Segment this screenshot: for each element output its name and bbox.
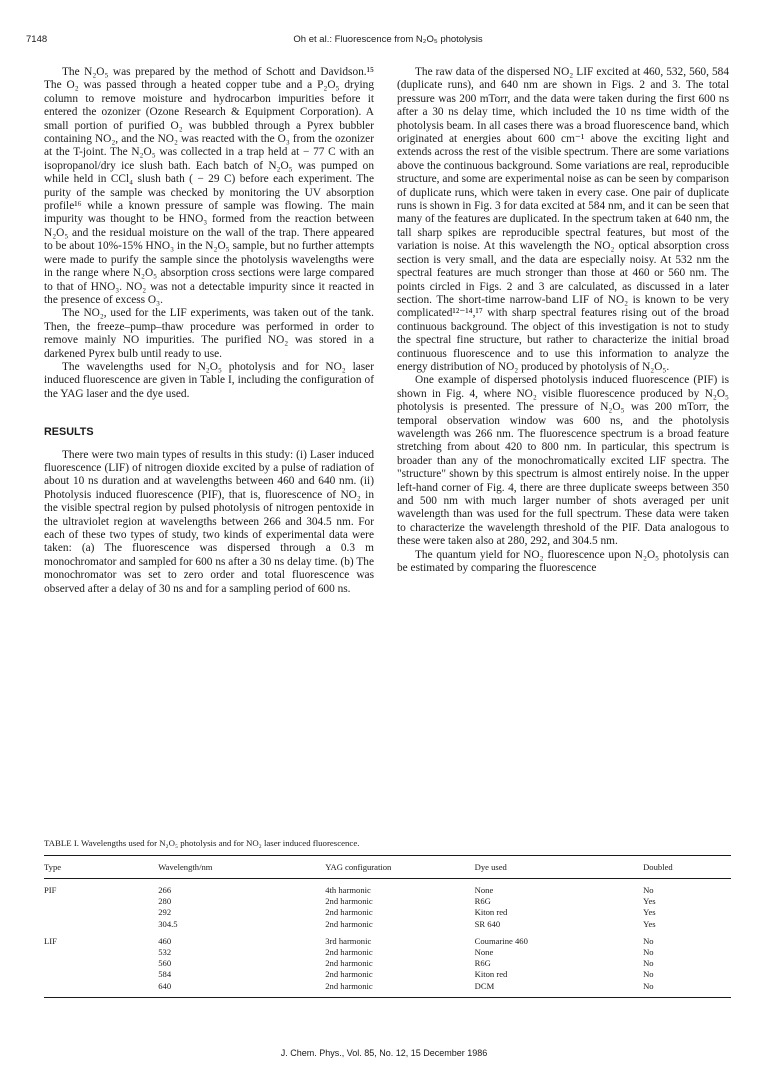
left-column (44, 66, 374, 596)
cell-wavelength: 292 (158, 907, 172, 918)
column-header-type: Type (44, 856, 158, 879)
cell-wavelength: 280 (158, 896, 172, 907)
cell-yag: 2nd harmonic (325, 918, 373, 929)
table-row (44, 947, 731, 958)
table-row (44, 896, 731, 907)
methods-paragraph-1: The N₂O₅ was prepared by the method of Schott and Davidson.¹⁵ The O₂ was passed through a heated copper tube and a P₂O₅ drying column to remove moisture and hydrocarbon impurities before it entered the ozonizer (Ozone Research & Equipment Corporation). A small portion of purified O₂ was bubbled through a Pyrex bubbler containing NO₂, and the NO₂ was reacted with the O₃ from the ozonizer at the T-joint. The N₂O₅ was collected in a trap held at − 77 C with an isopropanol/dry ice slush bath. Each batch of N₂O₅ was pumped on while held in CCl₄ slush bath ( − 29 C) before each experiment. The purity of the sample was checked by monitoring the UV absorption profile¹⁶ while a known pressure of sample was flowing. The main impurity was thought to be HNO₃ formed from the reaction between N₂O₅ and the residual moisture on the wall of the trap. There appeared to be about 10%-15% HNO₃ in the N₂O₅ sample, but no further attempts were made to purify the sample since the photolysis wavelengths were in the range where N₂O₅ absorption cross sections were large compared to that of HNO₃. NO₂ was not a detectable impurity since it reacted in the presence of excess O₃. (44, 66, 374, 306)
results-paragraph-1: There were two main types of results in this study: (i) Laser induced fluorescence (LIF) of nitrogen dioxide excited by a pulse of radiation of about 10 ns duration and at wavelengths between 460 and 640 nm. (ii) Photolysis induced fluorescence (PIF), that is, fluorescence of NO₂ in the visible spectral region by pulsed photolysis of nitrogen pentoxide in the ultraviolet region at wavelengths between 266 and 304.5 nm. For each of these two types of study, two kinds of experimental data were taken: (a) The fluorescence was dispersed through a 0.3 m monochromator and sampled for 600 ns after a 30 ns delay time. (b) The monochromator was set to zero order and total fluorescence was observed after a delay of 30 ns and for a sampling period of 600 ns. (44, 448, 374, 595)
cell-doubled: Yes (643, 896, 656, 907)
cell-yag: 2nd harmonic (325, 981, 474, 998)
cell-type (44, 907, 158, 918)
cell-yag: 2nd harmonic (325, 907, 373, 918)
cell-type (44, 958, 158, 969)
cell-dye: DCM (475, 981, 643, 998)
table-header-row (44, 856, 731, 879)
cell-doubled: No (643, 935, 654, 946)
cell-dye: Kiton red (474, 907, 508, 918)
cell-type (44, 919, 158, 930)
table-row (44, 969, 731, 980)
cell-wavelength: 460 (158, 935, 172, 946)
cell-wavelength: 304.5 (158, 918, 178, 929)
cell-doubled: No (643, 958, 654, 969)
table-row (44, 879, 731, 897)
table-row (44, 930, 731, 947)
table-caption: TABLE I. Wavelengths used for N₂O₅ photolysis and for NO₂ laser induced fluorescence. (44, 838, 360, 848)
column-header-yag-configuration: YAG configuration (325, 856, 474, 879)
right-column (397, 66, 729, 575)
column-header-dye: Dye used (475, 856, 643, 879)
cell-dye: SR 640 (474, 918, 501, 929)
cell-yag: 2nd harmonic (325, 896, 373, 907)
cell-type (44, 896, 158, 907)
cell-dye: None (474, 885, 494, 895)
table-1 (44, 838, 731, 998)
cell-yag: 2nd harmonic (325, 947, 373, 958)
cell-type: LIF (44, 935, 57, 946)
cell-dye: R6G (474, 958, 491, 969)
cell-dye: Kiton red (474, 969, 508, 980)
table-row (44, 958, 731, 969)
running-title: Oh et al.: Fluorescence from N₂O₅ photolysis (293, 34, 483, 45)
results-paragraph-2: The raw data of the dispersed NO₂ LIF excited at 460, 532, 560, 584 (duplicate runs), and 640 nm are shown in Figs. 2 and 3. The total pressure was 200 mTorr, and the data were taken during the first 600 ns after a 30 ns delay time, which included the 10 ns time width of the photolysis beam. In all cases there was a broad fluorescence band, which originated at energies about 600 cm⁻¹ above the exciting light and extends across the rest of the visible spectrum. There are some variations above the continuous background. Some variations are real, reproducible structure, and some are experimental noise as can be seen by comparison of duplicate runs, which were taken in every case. One pair of duplicate runs is shown in Fig. 3 for data excited at 584 nm, and it can be seen that many of the features are duplicated. In the spectrum taken at 640 nm, the tall sharp spikes are reproducible spectral features, but most of the variation is noise. At this wavelength the NO₂ optical absorption cross section is very small, and the data are especially noisy. At 532 nm the spectral features are much stronger than those at 460 or 560 nm. The points circled in Figs. 2 and 3 are calculated, as discussed in a later section. The short-time narrow-band LIF of NO₂ is known to be very complicated¹²⁻¹⁴,¹⁷ with sharp spectral features rising out of the broad continuous background. The object of this investigation is not to study the spectral fine structure, but rather to characterize the initial broad continuous fluorescence and to use this information to analyze the energy distribution of NO₂ produced by photolysis of N₂O₅. (397, 66, 729, 373)
methods-paragraph-2: The NO₂, used for the LIF experiments, was taken out of the tank. Then, the freeze–pump–thaw procedure was performed in order to remove mainly NO impurities. The purified NO₂ was stored in a darkened Pyrex bulb until ready to use. (44, 307, 374, 360)
cell-doubled: No (643, 947, 654, 958)
cell-wavelength: 532 (158, 947, 172, 958)
cell-yag: 2nd harmonic (325, 958, 373, 969)
cell-wavelength: 584 (158, 969, 172, 980)
page-number: 7148 (26, 34, 48, 45)
cell-doubled: Yes (643, 918, 656, 929)
results-heading: RESULTS (44, 426, 94, 439)
cell-dye: None (474, 947, 494, 958)
cell-type: PIF (44, 885, 57, 895)
methods-paragraph-3: The wavelengths used for N₂O₅ photolysis and for NO₂ laser induced fluorescence are given in Table I, including the configuration of the YAG laser and the dye used. (44, 360, 374, 400)
table-row (44, 981, 731, 998)
cell-wavelength: 266 (158, 885, 172, 895)
cell-yag: 3rd harmonic (325, 935, 372, 946)
table-row (44, 907, 731, 918)
cell-doubled: No (643, 885, 654, 895)
wavelength-table (44, 855, 731, 998)
column-header-doubled: Doubled (643, 856, 731, 879)
cell-doubled: Yes (643, 907, 656, 918)
cell-yag: 2nd harmonic (325, 969, 373, 980)
results-paragraph-3: One example of dispersed photolysis induced fluorescence (PIF) is shown in Fig. 4, where NO₂ visible fluorescence produced by N₂O₅ photolysis is presented. The pressure of N₂O₅ was 200 mTorr, the temporal observation window was 600 ns, and the photolysis wavelength was 266 nm. The fluorescence spectrum is a broad feature stretching from about 420 to 800 nm. In particular, this spectrum is broader than any of the monochromatically excited LIF spectra. The "structure" shown by this spectrum is almost entirely noise. In the upper left-hand corner of Fig. 4, there are three duplicate sweeps between 350 and 500 nm with much larger number of shots averaged per unit wavelength than was used for the full spectrum. These data were taken to characterize the wavelength threshold of the PIF. Data analogous to these were taken also at 280, 292, and 304.5 nm. (397, 374, 729, 548)
cell-doubled: No (643, 969, 654, 980)
cell-doubled: No (643, 981, 731, 998)
cell-type (44, 981, 158, 998)
results-paragraph-4: The quantum yield for NO₂ fluorescence upon N₂O₅ photolysis can be estimated by comparing the fluorescence (397, 548, 729, 575)
cell-wavelength: 640 (158, 981, 325, 998)
journal-citation: J. Chem. Phys., Vol. 85, No. 12, 15 December 1986 (280, 1048, 488, 1058)
cell-type (44, 969, 158, 980)
cell-yag: 4th harmonic (325, 885, 371, 895)
cell-type (44, 947, 158, 958)
column-header-wavelength: Wavelength/nm (158, 856, 325, 879)
cell-dye: R6G (474, 896, 491, 907)
cell-wavelength: 560 (158, 958, 172, 969)
table-row (44, 919, 731, 930)
cell-dye: Coumarine 460 (474, 935, 528, 946)
